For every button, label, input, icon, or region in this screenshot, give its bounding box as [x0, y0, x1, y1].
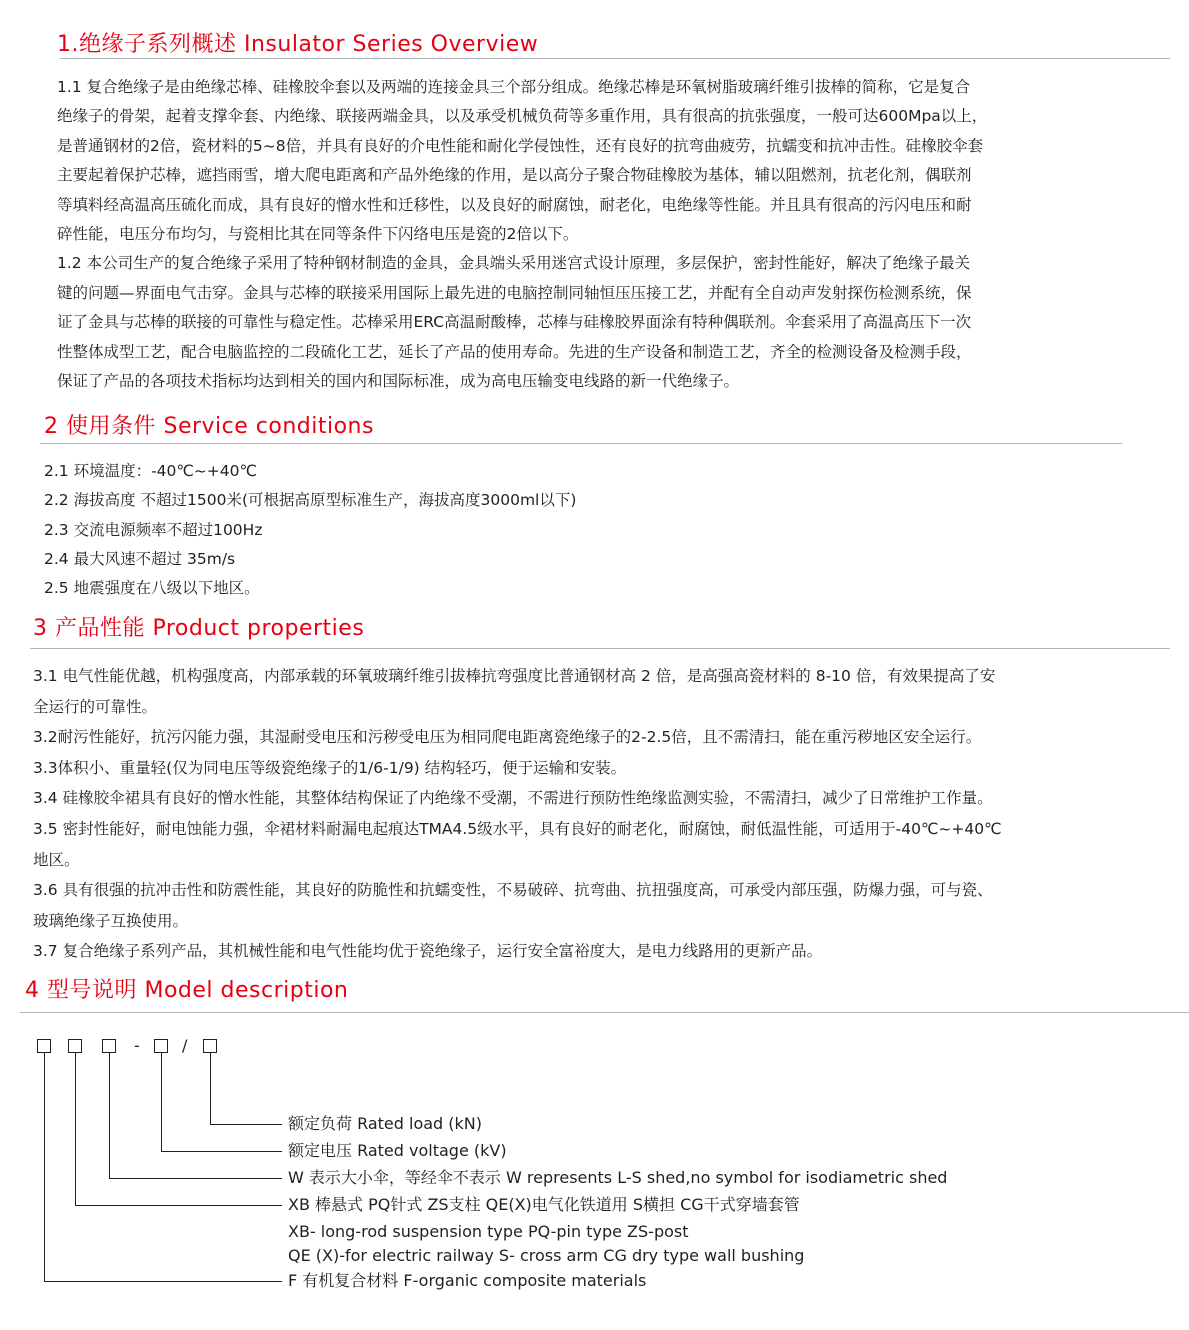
- code-box-3: [102, 1039, 116, 1053]
- condition-item: 2.1 环境温度：-40℃~+40℃: [44, 462, 257, 480]
- paragraph-line: 性整体成型工艺，配合电脑监控的二段硫化工艺，延长了产品的使用寿命。先进的生产设备和制造工艺，齐全的检测设备及检测手段，: [57, 342, 972, 361]
- paragraph-line: 键的问题—界面电气击穿。金具与芯棒的联接采用国际上最先进的电脑控制同轴恒压压接工艺，并配有全自动声发射探伤检测系统，保: [57, 283, 972, 302]
- property-line: 3.2耐污性能好，抗污闪能力强，其湿耐受电压和污秽受电压为相同爬电距离瓷绝缘子的2-2.5倍，且不需清扫，能在重污秽地区安全运行。: [33, 728, 982, 747]
- section2-divider: [40, 443, 1122, 444]
- property-line: 3.4 硅橡胶伞裙具有良好的憎水性能，其整体结构保证了内绝缘不受潮，不需进行预防性绝缘监测实验，不需清扫，减少了日常维护工作量。: [33, 789, 993, 808]
- condition-item: 2.5 地震强度在八级以下地区。: [44, 579, 260, 598]
- label-rated-voltage: 额定电压 Rated voltage (kV): [288, 1141, 507, 1160]
- connector-line: [210, 1124, 282, 1125]
- condition-item: 2.4 最大风速不超过 35m/s: [44, 549, 236, 568]
- connector-line: [210, 1053, 211, 1124]
- label-material: F 有机复合材料 F-organic composite materials: [288, 1271, 647, 1290]
- label-structure-type-en-2: QE (X)-for electric railway S- cross arm CG dry type wall bushing: [288, 1246, 805, 1265]
- paragraph-line: 是普通钢材的2倍，瓷材料的5~8倍，并具有良好的介电性能和耐化学侵蚀性，还有良好的抗弯曲疲劳，抗蠕变和抗冲击性。硅橡胶伞套: [57, 136, 984, 155]
- section4-title: 4 型号说明 Model description: [25, 978, 349, 1003]
- section2-body: [44, 457, 576, 603]
- paragraph-line: 保证了产品的各项技术指标均达到相关的国内和国际标准，成为高电压输变电线路的新一代绝缘子。: [57, 371, 740, 390]
- connector-line: [109, 1053, 110, 1178]
- section3-title: 3 产品性能 Product properties: [33, 616, 365, 641]
- property-line: 全运行的可靠性。: [33, 697, 158, 716]
- section3-body: [33, 661, 1002, 967]
- property-line: 3.5 密封性能好，耐电蚀能力强，伞裙材料耐漏电起痕达TMA4.5级水平，具有良好的耐老化，耐腐蚀，耐低温性能，可适用于-40℃~+40℃: [33, 819, 1002, 838]
- connector-line: [161, 1053, 162, 1151]
- section3-divider: [30, 648, 1170, 649]
- label-shed-type: W 表示大小伞，等经伞不表示 W represents L-S shed,no symbol for isodiametric shed: [288, 1168, 948, 1187]
- property-line: 3.3体积小、重量轻(仅为同电压等级瓷绝缘子的1/6-1/9) 结构轻巧，便于运输和安装。: [33, 758, 627, 777]
- section4-divider: [20, 1012, 1189, 1013]
- paragraph-line: 碎性能，电压分布均匀，与瓷相比其在同等条件下闪络电压是瓷的2倍以下。: [57, 224, 579, 243]
- paragraph-line: 主要起着保护芯棒，遮挡雨雪，增大爬电距离和产品外绝缘的作用，是以高分子聚合物硅橡胶为基体，辅以阻燃剂，抗老化剂，偶联剂: [57, 166, 972, 185]
- label-rated-load: 额定负荷 Rated load (kN): [288, 1114, 483, 1133]
- code-slash: /: [182, 1036, 188, 1055]
- paragraph-line: 绝缘子的骨架，起着支撑伞套、内绝缘、联接两端金具，以及承受机械负荷等多重作用，具有很高的抗张强度，一般可达600Mpa以上，: [57, 107, 988, 126]
- code-box-1: [37, 1039, 51, 1053]
- property-line: 玻璃绝缘子互换使用。: [33, 911, 189, 930]
- connector-line: [75, 1053, 76, 1205]
- code-box-2: [68, 1039, 82, 1053]
- connector-line: [161, 1151, 282, 1152]
- section1-divider: [60, 58, 1170, 59]
- connector-line: [109, 1178, 282, 1179]
- paragraph-line: 1.1 复合绝缘子是由绝缘芯棒、硅橡胶伞套以及两端的连接金具三个部分组成。绝缘芯棒是环氧树脂玻璃纤维引拔棒的简称，它是复合: [57, 78, 971, 96]
- section2-title: 2 使用条件 Service conditions: [44, 414, 374, 439]
- property-line: 地区。: [33, 850, 80, 869]
- connector-line: [44, 1281, 282, 1282]
- section1-title: 1.绝缘子系列概述 Insulator Series Overview: [57, 32, 539, 57]
- code-box-4: [154, 1039, 168, 1053]
- connector-line: [44, 1053, 45, 1281]
- condition-item: 2.3 交流电源频率不超过100Hz: [44, 520, 263, 539]
- label-structure-type-cn: XB 棒悬式 PQ针式 ZS支柱 QE(X)电气化铁道用 S横担 CG干式穿墙套管: [288, 1195, 800, 1214]
- property-line: 3.6 具有很强的抗冲击性和防震性能，其良好的防脆性和抗蠕变性，不易破碎、抗弯曲、抗扭强度高，可承受内部压强，防爆力强，可与瓷、: [33, 881, 993, 900]
- connector-line: [75, 1205, 282, 1206]
- paragraph-line: 证了金具与芯棒的联接的可靠性与稳定性。芯棒采用ERC高温耐酸棒，芯棒与硅橡胶界面涂有特种偶联剂。伞套采用了高温高压下一次: [57, 313, 972, 332]
- condition-item: 2.2 海拔高度 不超过1500米(可根据高原型标准生产，海拔高度3000ml以下): [44, 491, 577, 510]
- code-dash: -: [134, 1036, 140, 1055]
- paragraph-line: 等填料经高温高压硫化而成，具有良好的憎水性和迁移性，以及良好的耐腐蚀，耐老化，电绝缘等性能。并且具有很高的污闪电压和耐: [57, 195, 972, 214]
- property-line: 3.1 电气性能优越，机构强度高，内部承载的环氧玻璃纤维引拔棒抗弯强度比普通钢材高 2 倍，是高强高瓷材料的 8-10 倍，有效果提高了安: [33, 667, 996, 685]
- code-box-5: [203, 1039, 217, 1053]
- paragraph-line: 1.2 本公司生产的复合绝缘子采用了特种钢材制造的金具，金具端头采用迷宫式设计原理，多层保护，密封性能好，解决了绝缘子最关: [57, 254, 971, 273]
- section1-body: [57, 73, 987, 396]
- property-line: 3.7 复合绝缘子系列产品，其机械性能和电气性能均优于瓷绝缘子，运行安全富裕度大，是电力线路用的更新产品。: [33, 942, 823, 961]
- label-structure-type-en-1: XB- long-rod suspension type PQ-pin type ZS-post: [288, 1222, 689, 1241]
